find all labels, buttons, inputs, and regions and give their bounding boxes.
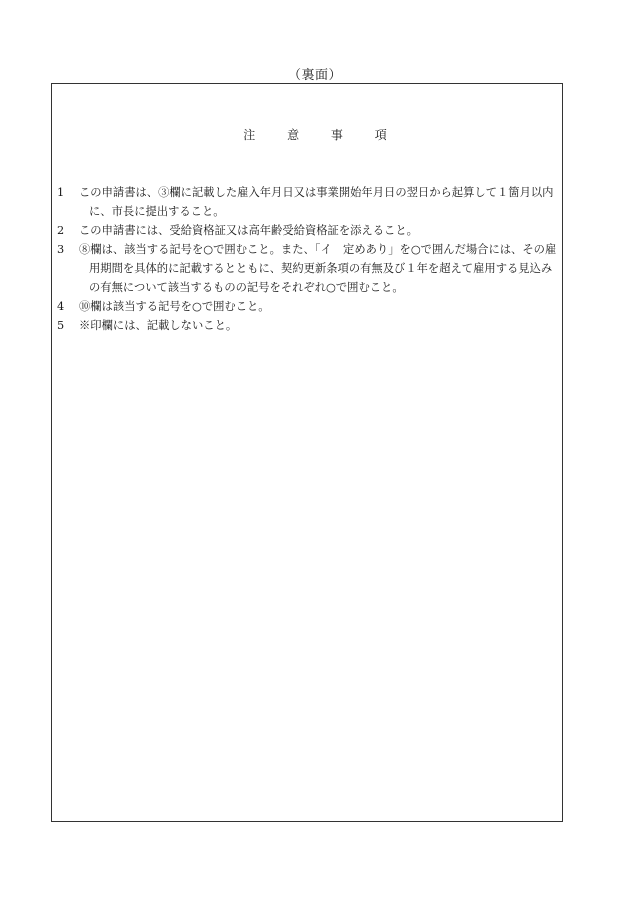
- heading-char: 注: [243, 128, 256, 142]
- heading-char: 意: [287, 128, 300, 142]
- note-number: 3: [57, 243, 65, 256]
- note-item-4: [57, 297, 562, 316]
- note-text: ※印欄には、記載しないこと。: [79, 319, 238, 332]
- note-number: 1: [57, 186, 65, 199]
- note-text: ⑧欄は、該当する記号を○で囲むこと。また、「イ 定めあり」を○で囲んだ場合には、その雇用期間を具体的に記載するとともに、契約更新条項の有無及び１年を超えて雇用する見込みの有無について該当するものの記号をそれぞれ○で囲むこと。: [79, 243, 557, 294]
- page-side-label: （裏面）: [287, 68, 342, 83]
- note-item-3: [57, 240, 562, 297]
- note-text: この申請書は、③欄に記載した雇入年月日又は事業開始年月日の翌日から起算して１箇月以内に、市長に提出すること。: [79, 186, 554, 218]
- heading-char: 事: [330, 128, 343, 142]
- note-number: 4: [57, 300, 65, 313]
- note-number: 2: [57, 224, 65, 237]
- note-text: この申請書には、受給資格証又は高年齢受給資格証を添えること。: [79, 224, 418, 237]
- note-number: 5: [57, 319, 65, 332]
- note-item-5: [57, 316, 562, 335]
- notes-list: [57, 183, 562, 335]
- heading-char: 項: [374, 128, 387, 142]
- note-text: ⑩欄は該当する記号を○で囲むこと。: [79, 300, 270, 313]
- note-item-2: [57, 221, 562, 240]
- note-item-1: [57, 183, 562, 221]
- notes-heading: [0, 126, 630, 143]
